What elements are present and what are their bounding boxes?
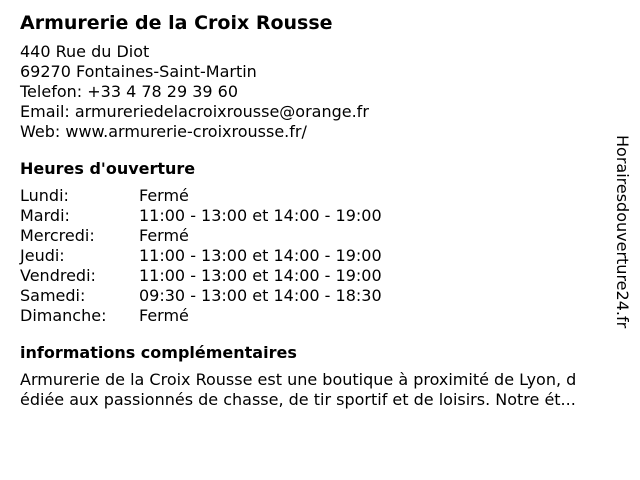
side-brand-watermark: Horairesdouverture24.fr (613, 135, 632, 329)
hours-row-mercredi (20, 226, 610, 246)
info-description (20, 370, 610, 410)
hours-row-dimanche (20, 306, 610, 326)
address-street: 440 Rue du Diot (20, 42, 150, 61)
hours-day: Mercredi: (20, 226, 95, 245)
website-url: Web: www.armurerie-croixrousse.fr/ (20, 122, 307, 141)
address-city: 69270 Fontaines-Saint-Martin (20, 62, 257, 81)
hours-time: Fermé (139, 226, 189, 245)
hours-time: 11:00 - 13:00 et 14:00 - 19:00 (139, 266, 382, 285)
hours-time: Fermé (139, 306, 189, 325)
hours-time: 11:00 - 13:00 et 14:00 - 19:00 (139, 206, 382, 225)
hours-time: 09:30 - 13:00 et 14:00 - 18:30 (139, 286, 382, 305)
hours-day: Lundi: (20, 186, 69, 205)
hours-day: Jeudi: (20, 246, 65, 265)
hours-table (20, 186, 610, 326)
hours-row-vendredi (20, 266, 610, 286)
hours-row-lundi (20, 186, 610, 206)
store-name: Armurerie de la Croix Rousse (20, 12, 333, 34)
hours-time: 11:00 - 13:00 et 14:00 - 19:00 (139, 246, 382, 265)
hours-row-samedi (20, 286, 610, 306)
hours-day: Samedi: (20, 286, 86, 305)
phone-number: Telefon: +33 4 78 29 39 60 (20, 82, 239, 101)
hours-row-mardi (20, 206, 610, 226)
info-description-line: Armurerie de la Croix Rousse est une boutique à proximité de Lyon, d (20, 370, 577, 389)
info-heading: informations complémentaires (20, 343, 297, 362)
hours-time: Fermé (139, 186, 189, 205)
hours-heading: Heures d'ouverture (20, 159, 196, 178)
hours-row-jeudi (20, 246, 610, 266)
hours-day: Mardi: (20, 206, 70, 225)
store-listing (20, 10, 610, 410)
hours-day: Vendredi: (20, 266, 96, 285)
info-description-line: édiée aux passionnés de chasse, de tir sportif et de loisirs. Notre ét... (20, 390, 576, 409)
email-address: Email: armureriedelacroixrousse@orange.fr (20, 102, 369, 121)
hours-day: Dimanche: (20, 306, 107, 325)
